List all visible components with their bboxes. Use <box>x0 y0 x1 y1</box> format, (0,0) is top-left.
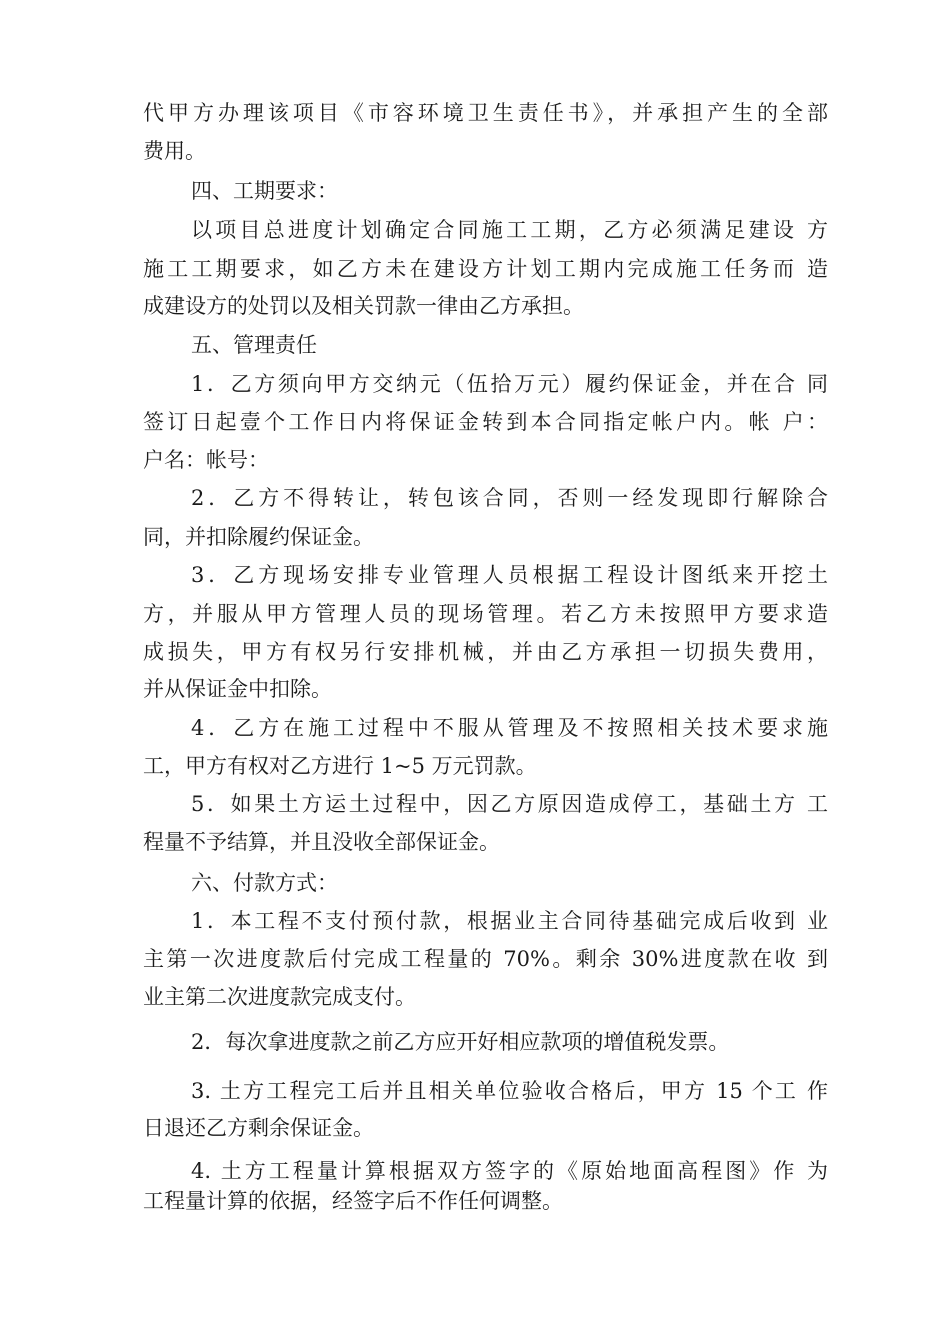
text-line: 主第一次进度款后付完成工程量的 70%。剩余 30%进度款在收 到 <box>143 947 828 971</box>
text-line: 4．乙方在施工过程中不服从管理及不按照相关技术要求施 <box>191 716 828 740</box>
text-line: 以项目总进度计划确定合同施工工期，乙方必须满足建设 方 <box>191 218 828 242</box>
text-line: 1．乙方须向甲方交纳元（伍拾万元）履约保证金，并在合 同 <box>191 372 828 396</box>
section-heading: 六、付款方式： <box>191 871 338 895</box>
text-line: 业主第二次进度款完成支付。 <box>143 985 416 1009</box>
text-line: 5．如果土方运土过程中，因乙方原因造成停工，基础土方 工 <box>191 792 828 816</box>
text-line: 工程量计算的依据，经签字后不作任何调整。 <box>143 1189 563 1213</box>
text-line: 4. 土方工程量计算根据双方签字的《原始地面高程图》作 为 <box>191 1159 828 1183</box>
section-heading: 四、工期要求： <box>191 179 338 203</box>
text-line: 户名：帐号： <box>143 448 269 472</box>
text-line: 工，甲方有权对乙方进行 1~5 万元罚款。 <box>143 754 537 778</box>
text-line: 2．每次拿进度款之前乙方应开好相应款项的增值税发票。 <box>191 1030 730 1054</box>
text-line: 施工工期要求，如乙方未在建设方计划工期内完成施工任务而 造 <box>143 257 828 281</box>
text-line: 2．乙方不得转让，转包该合同，否则一经发现即行解除合 <box>191 486 828 510</box>
text-line: 3．乙方现场安排专业管理人员根据工程设计图纸来开挖土 <box>191 563 828 587</box>
text-line: 签订日起壹个工作日内将保证金转到本合同指定帐户内。帐 户： <box>143 410 828 434</box>
text-line: 成建设方的处罚以及相关罚款一律由乙方承担。 <box>143 294 584 318</box>
text-line: 程量不予结算，并且没收全部保证金。 <box>143 830 500 854</box>
text-line: 成损失，甲方有权另行安排机械，并由乙方承担一切损失费用， <box>143 640 828 664</box>
text-line: 代甲方办理该项目《市容环境卫生责任书》，并承担产生的全部 <box>143 101 828 125</box>
text-line: 方，并服从甲方管理人员的现场管理。若乙方未按照甲方要求造 <box>143 602 828 626</box>
text-line: 并从保证金中扣除。 <box>143 677 332 701</box>
text-line: 费用。 <box>143 139 206 163</box>
text-line: 1．本工程不支付预付款，根据业主合同待基础完成后收到 业 <box>191 909 828 933</box>
text-line: 同，并扣除履约保证金。 <box>143 525 374 549</box>
section-heading: 五、管理责任 <box>191 333 317 357</box>
text-line: 3. 土方工程完工后并且相关单位验收合格后，甲方 15 个工 作 <box>191 1079 828 1103</box>
text-line: 日退还乙方剩余保证金。 <box>143 1116 374 1140</box>
